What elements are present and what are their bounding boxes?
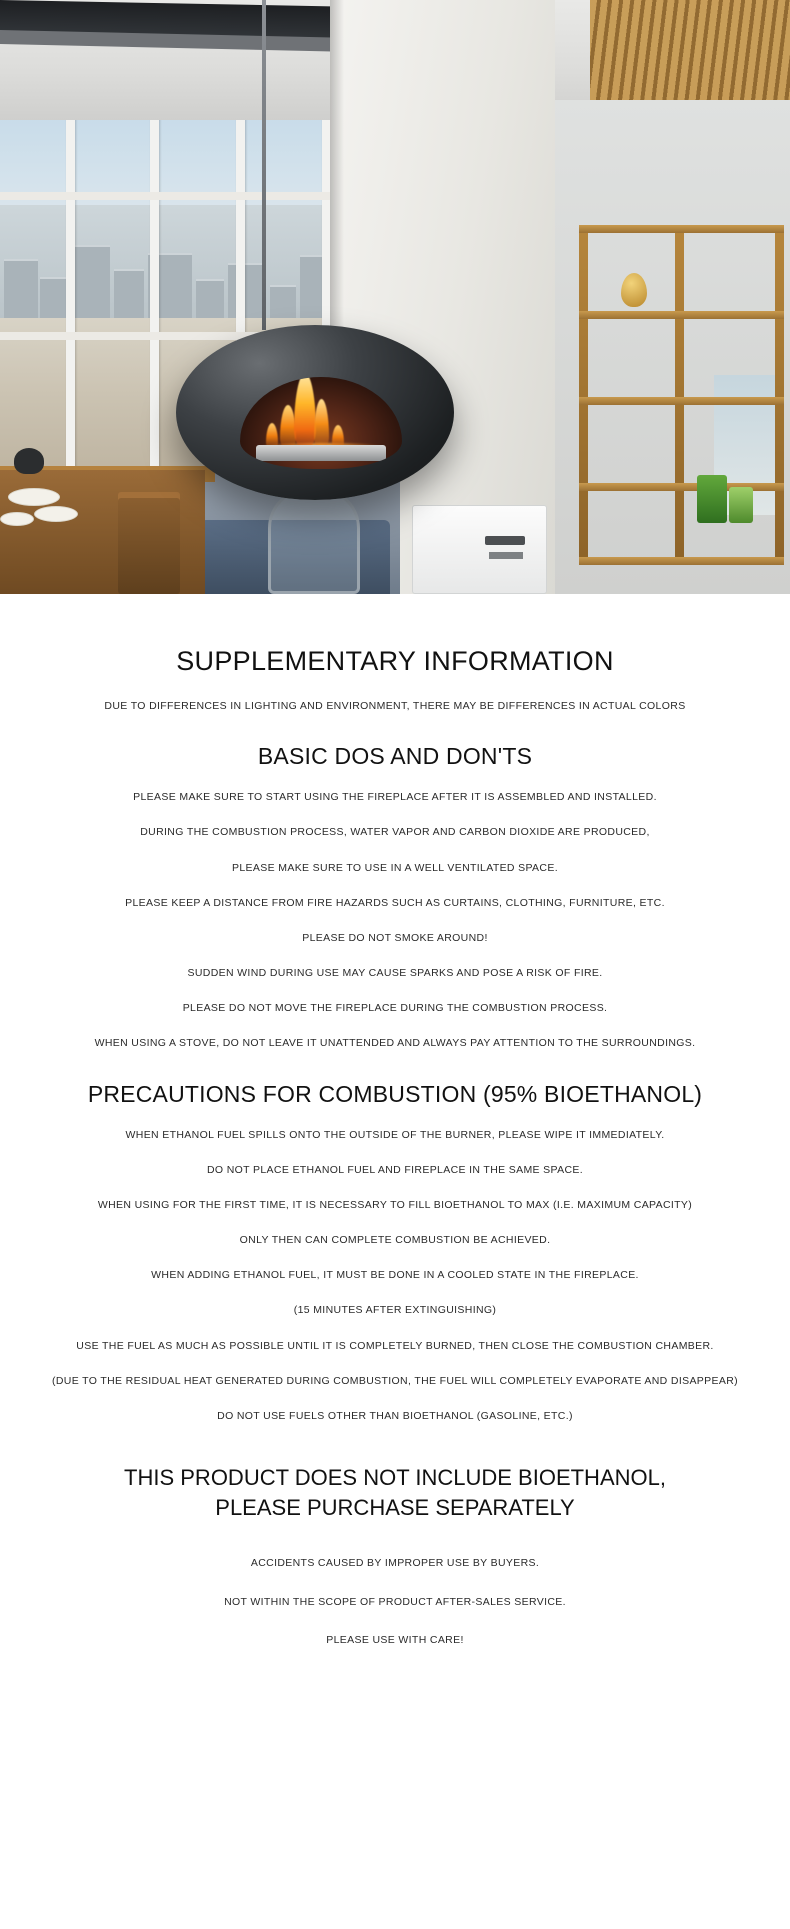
- precautions-line-7: USE THE FUEL AS MUCH AS POSSIBLE UNTIL IT IS COMPLETELY BURNED, THEN CLOSE THE COMBUSTION CHAMBER.: [76, 1339, 714, 1352]
- supplementary-title: SUPPLEMENTARY INFORMATION: [176, 646, 614, 676]
- hero-product-photo: [0, 0, 790, 594]
- precautions-line-6: (15 MINUTES AFTER EXTINGUISHING): [293, 1304, 497, 1317]
- purchase-notice-lines: [18, 1556, 772, 1647]
- green-package: [697, 475, 727, 523]
- basic-line-1: PLEASE MAKE SURE TO START USING THE FIREPLACE AFTER IT IS ASSEMBLED AND INSTALLED.: [133, 791, 657, 804]
- basic-line-4: PLEASE KEEP A DISTANCE FROM FIRE HAZARDS SUCH AS CURTAINS, CLOTHING, FURNITURE, ETC.: [125, 896, 665, 909]
- gold-ornament: [621, 273, 647, 307]
- basic-line-2: DURING THE COMBUSTION PROCESS, WATER VAPOR AND CARBON DIOXIDE ARE PRODUCED,: [140, 826, 650, 839]
- notice-line-3: PLEASE USE WITH CARE!: [326, 1633, 464, 1646]
- section-combustion-precautions: [18, 1081, 772, 1424]
- precautions-line-1: WHEN ETHANOL FUEL SPILLS ONTO THE OUTSIDE OF THE BURNER, PLEASE WIPE IT IMMEDIATELY.: [125, 1128, 665, 1141]
- burner-tray: [256, 445, 386, 461]
- precautions-line-2: DO NOT PLACE ETHANOL FUEL AND FIREPLACE IN THE SAME SPACE.: [206, 1163, 584, 1176]
- white-cabinet: [412, 505, 547, 594]
- purchase-notice-headline: [18, 1463, 772, 1522]
- basic-line-3: PLEASE MAKE SURE TO USE IN A WELL VENTILATED SPACE.: [232, 861, 558, 874]
- section-basic-dos-donts: [18, 743, 772, 1050]
- precautions-line-8: (DUE TO THE RESIDUAL HEAT GENERATED DURING COMBUSTION, THE FUEL WILL COMPLETELY EVAPORATE AND DISAPPEAR): [52, 1374, 738, 1387]
- precautions-line-5: WHEN ADDING ETHANOL FUEL, IT MUST BE DONE IN A COOLED STATE IN THE FIREPLACE.: [151, 1269, 639, 1282]
- section-purchase-notice: [18, 1463, 772, 1647]
- flame: [314, 399, 329, 449]
- flame: [294, 377, 316, 449]
- suspension-cable: [262, 0, 266, 330]
- wood-chair: [118, 498, 180, 594]
- precautions-line-9: DO NOT USE FUELS OTHER THAN BIOETHANOL (GASOLINE, ETC.): [217, 1409, 573, 1422]
- suspended-fireplace: [176, 325, 454, 500]
- precautions-title: PRECAUTIONS FOR COMBUSTION (95% BIOETHANOL): [87, 1080, 703, 1107]
- cabinet-handle: [485, 536, 525, 545]
- fireplace-opening: [240, 377, 402, 469]
- basic-line-6: SUDDEN WIND DURING USE MAY CAUSE SPARKS AND POSE A RISK OF FIRE.: [187, 967, 603, 980]
- basic-title: BASIC DOS AND DON'TS: [257, 743, 533, 770]
- description-content: [0, 594, 790, 1711]
- purchase-notice-headline-line1: THIS PRODUCT DOES NOT INCLUDE BIOETHANOL,: [124, 1465, 666, 1491]
- precautions-line-4: ONLY THEN CAN COMPLETE COMBUSTION BE ACHIEVED.: [239, 1234, 551, 1247]
- plate: [0, 512, 34, 526]
- basic-line-7: PLEASE DO NOT MOVE THE FIREPLACE DURING THE COMBUSTION PROCESS.: [182, 1002, 608, 1015]
- green-package: [729, 487, 753, 523]
- metal-chair: [268, 488, 360, 594]
- plate: [34, 506, 78, 522]
- section-supplementary: [18, 646, 772, 713]
- basic-line-5: PLEASE DO NOT SMOKE AROUND!: [302, 931, 488, 944]
- shelving-unit: [579, 225, 784, 565]
- plate: [8, 488, 60, 506]
- basic-line-8: WHEN USING A STOVE, DO NOT LEAVE IT UNATTENDED AND ALWAYS PAY ATTENTION TO THE SURROUNDINGS.: [94, 1037, 696, 1050]
- purchase-notice-headline-line2: PLEASE PURCHASE SEPARATELY: [215, 1494, 575, 1520]
- supplementary-line-1: DUE TO DIFFERENCES IN LIGHTING AND ENVIRONMENT, THERE MAY BE DIFFERENCES IN ACTUAL COLORS: [104, 700, 686, 712]
- cabinet-label: [489, 552, 523, 559]
- teapot: [14, 448, 44, 474]
- precautions-line-3: WHEN USING FOR THE FIRST TIME, IT IS NECESSARY TO FILL BIOETHANOL TO MAX (I.E. MAXIMUM CAPACITY): [97, 1198, 693, 1211]
- notice-line-1: ACCIDENTS CAUSED BY IMPROPER USE BY BUYERS.: [250, 1557, 540, 1570]
- notice-line-2: NOT WITHIN THE SCOPE OF PRODUCT AFTER-SALES SERVICE.: [224, 1595, 566, 1608]
